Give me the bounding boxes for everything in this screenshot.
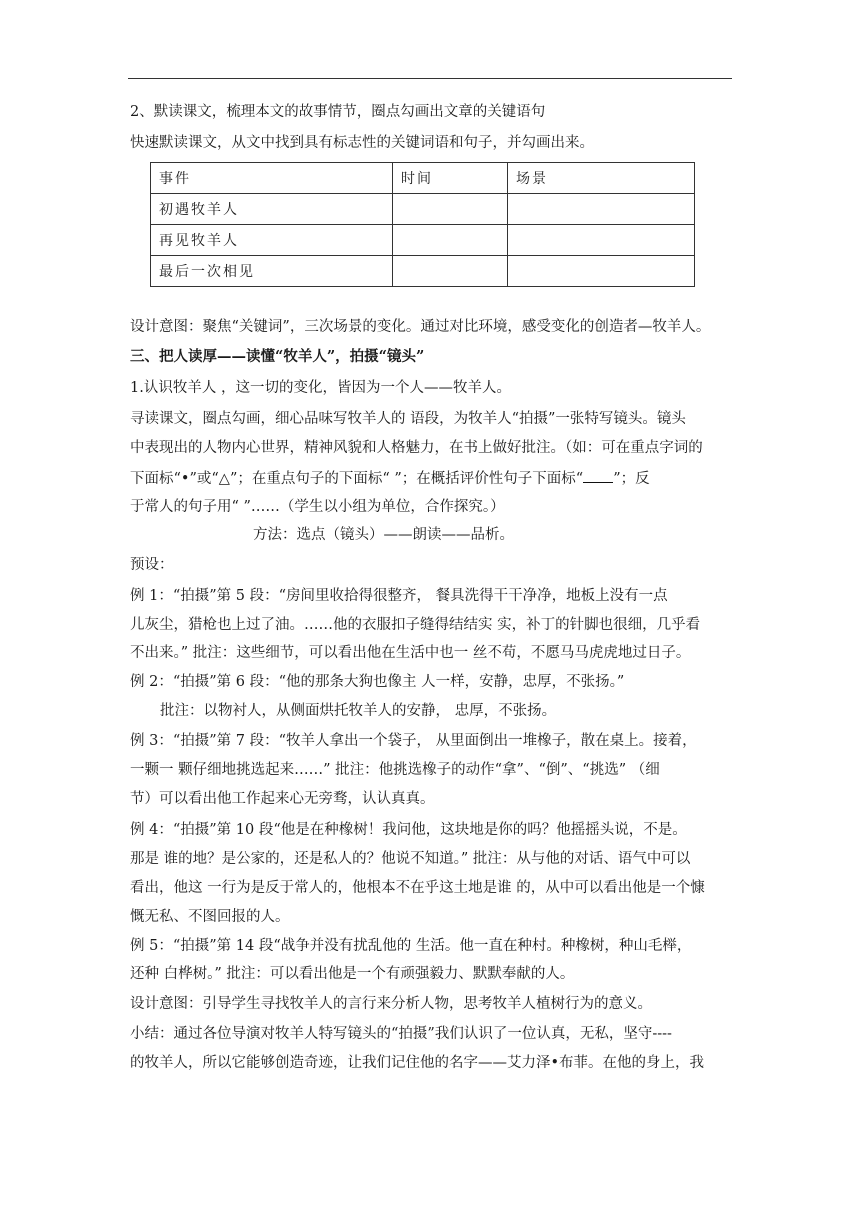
example-1-line: 不出来。” 批注：这些细节，可以看出他在生活中也一 丝不苟，不愿马马虎虎地过日子。: [130, 645, 691, 661]
table-cell: [393, 194, 508, 225]
section-heading-3: 三、把人读厚——读懂“牧羊人”，拍摄“镜头”: [130, 348, 425, 365]
paragraph-line: [130, 468, 650, 489]
table-cell: [508, 225, 695, 256]
table-cell: [508, 256, 695, 287]
section-heading-2: 2、默读课文，梳理本文的故事情节，圈点勾画出文章的关键语句: [130, 104, 546, 120]
paragraph-line: 于常人的句子用“ ”……（学生以小组为单位，合作探究。）: [130, 499, 505, 515]
example-4-line: 那是 谁的地？是公家的，还是私人的？他说不知道。” 批注：从与他的对话、语气中可以: [130, 851, 691, 867]
example-3-line: 节）可以看出他工作起来心无旁骛，认认真真。: [130, 791, 435, 807]
design-intent-2: 设计意图：引导学生寻找牧羊人的言行来分析人物，思考牧羊人植树行为的意义。: [130, 996, 652, 1012]
events-table: [150, 162, 695, 287]
paragraph-text: 下面标“•”或“△”；在重点句子的下面标“ ”；在概括评价性句子下面标“: [130, 471, 584, 487]
preset-label: 预设：: [130, 557, 174, 573]
table-cell: [508, 194, 695, 225]
method-text: 方法：选点（镜头）——朗读——品析。: [253, 527, 514, 543]
example-2-note: 批注：以物衬人，从侧面烘托牧羊人的安静， 忠厚，不张扬。: [160, 703, 557, 719]
example-4-line: 例 4：“拍摄”第 10 段“他是在种橡树！我问他，这块地是你的吗？他摇摇头说，不是。: [130, 822, 687, 838]
header-rule: [128, 78, 732, 79]
table-header-row: [151, 163, 695, 194]
underline-mark: [583, 468, 613, 483]
example-1-line: 儿灰尘，猎枪也上过了油。……他的衣服扣子缝得结结实 实，补丁的针脚也很细，几乎看: [130, 617, 701, 633]
summary-line: 的牧羊人，所以它能够创造奇迹，让我们记住他的名字——艾力泽•布菲。在他的身上，我: [130, 1055, 705, 1071]
point-1: 1.认识牧羊人 ，这一切的变化，皆因为一个人——牧羊人。: [130, 380, 511, 396]
example-3-line: 例 3：“拍摄”第 7 段：“牧羊人拿出一个袋子， 从里面倒出一堆橡子，散在桌上。接着，: [130, 733, 697, 749]
example-1-line: 例 1：“拍摄”第 5 段：“房间里收拾得很整齐， 餐具洗得干干净净，地板上没有一点: [130, 588, 668, 604]
table-cell: [393, 256, 508, 287]
example-3-line: 一颗一 颗仔细地挑选起来……” 批注：他挑选橡子的动作“拿”、“倒”、“挑选” （细: [130, 762, 660, 778]
table-cell: 再见牧羊人: [151, 225, 393, 256]
example-5-line: 例 5：“拍摄”第 14 段“战争并没有扰乱他的 生活。他一直在种村。种橡树，种山毛榉，: [130, 938, 692, 954]
table-header-cell: 事件: [151, 163, 393, 194]
table-cell: [393, 225, 508, 256]
example-2-line: 例 2：“拍摄”第 6 段：“他的那条大狗也像主 人一样，安静，忠厚，不张扬。”: [130, 674, 625, 690]
instruction-text: 快速默读课文，从文中找到具有标志性的关键词语和句子，并勾画出来。: [130, 135, 594, 151]
paragraph-line: 中表现出的人物内心世界，精神风貌和人格魅力，在书上做好批注。（如：可在重点字词的: [130, 440, 703, 456]
table-header-cell: 场景: [508, 163, 695, 194]
table-cell: 最后一次相见: [151, 256, 393, 287]
example-4-line: 慨无私、不图回报的人。: [130, 909, 290, 925]
paragraph-text: ”；反: [613, 471, 650, 487]
summary-line: 小结：通过各位导演对牧羊人特写镜头的“拍摄”我们认识了一位认真，无私，坚守----: [130, 1026, 672, 1042]
table-row: [151, 225, 695, 256]
table-row: [151, 194, 695, 225]
example-5-line: 还种 白桦树。” 批注：可以看出他是一个有顽强毅力、默默奉献的人。: [130, 966, 575, 982]
table-row: [151, 256, 695, 287]
paragraph-line: 寻读课文，圈点勾画，细心品味写牧羊人的 语段，为牧羊人“拍摄”一张特写镜头。镜头: [130, 411, 686, 427]
table-cell: 初遇牧羊人: [151, 194, 393, 225]
example-4-line: 看出，他这 一行为是反于常人的，他根本不在乎这土地是谁 的，从中可以看出他是一个慷: [130, 880, 705, 896]
design-intent-1: 设计意图：聚焦“关键词”，三次场景的变化。通过对比环境，感受变化的创造者—牧羊人。: [130, 319, 711, 335]
table-header-cell: 时间: [393, 163, 508, 194]
